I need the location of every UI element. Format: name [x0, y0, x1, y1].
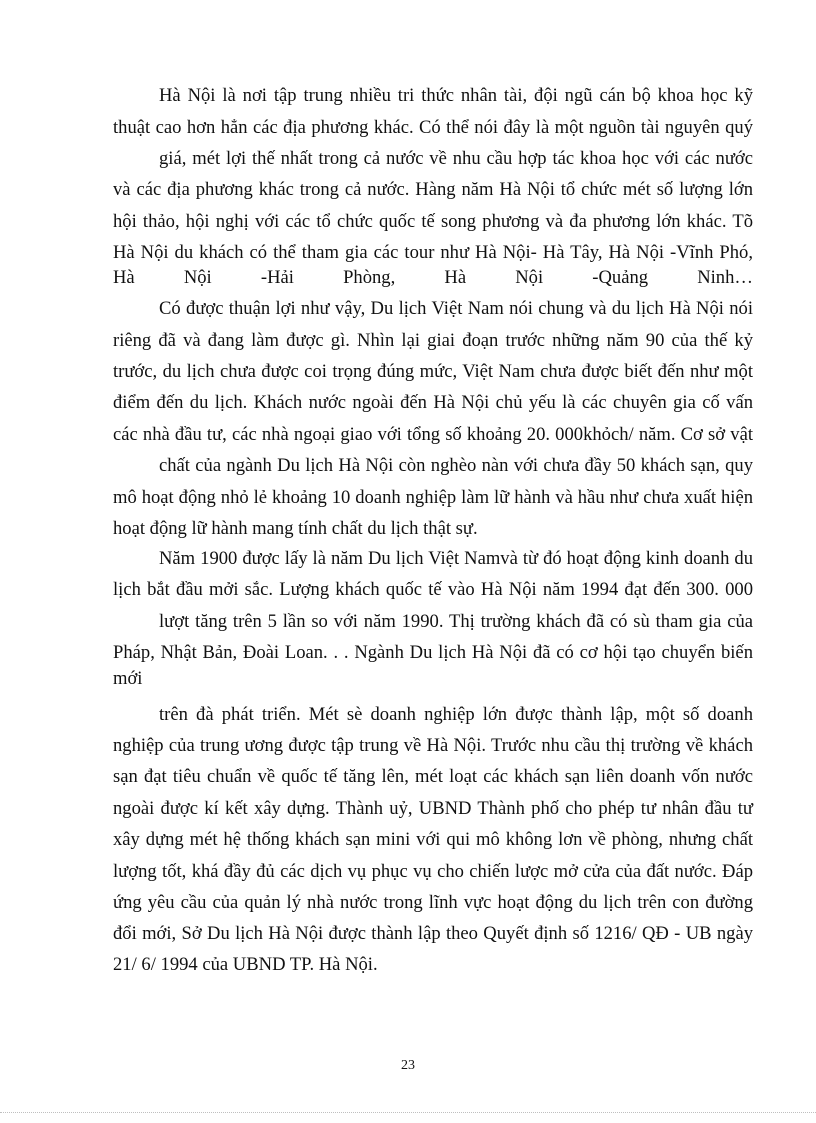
text-line: 21/ 6/ 1994 của UBND TP. Hà Nội.	[113, 954, 378, 975]
text-line: giá, mét lợi thế nhất trong cả nước về nhu cầu hợp tác khoa học với các nước	[159, 148, 753, 169]
text-line: ngoài được kí kết xây dựng. Thành uỷ, UBND Thành phố cho phép tư nhân đầu tư	[113, 798, 753, 819]
text-line: hội thảo, hội nghị với các tổ chức quốc tế song phương và đa phương lớn khác. Tõ	[113, 211, 753, 232]
text-line: hoạt động lữ hành mang tính chất du lịch thật sự.	[113, 518, 478, 539]
text-line: mới	[113, 668, 143, 689]
footer-divider	[0, 1112, 816, 1113]
text-line: sạn đạt tiêu chuẩn về quốc tế tăng lên, mét loạt các khách sạn liên doanh vốn nước	[113, 766, 753, 787]
text-line: và các địa phương khác trong cả nước. Hàng năm Hà Nội tổ chức mét số lượng lớn	[113, 179, 753, 200]
text-line: Hà Nội là nơi tập trung nhiều tri thức nhân tài, đội ngũ cán bộ khoa học kỹ	[159, 85, 753, 106]
text-line: xây dựng mét hệ thống khách sạn mini với qui mô không lơn về phòng, nhưng chất	[113, 829, 753, 850]
text-line: lượt tăng trên 5 lần so với năm 1990. Thị trường khách đã có sù tham gia của	[159, 611, 753, 632]
text-line: thuật cao hơn hẳn các địa phương khác. Có thể nói đây là một nguồn tài nguyên quý	[113, 117, 753, 138]
text-line: Hà Nội -Hải Phòng, Hà Nội -Quảng Ninh…	[113, 267, 753, 288]
text-line: các nhà đầu tư, các nhà ngoại giao với tổng số khoảng 20. 000khỏch/ năm. Cơ sở vật	[113, 424, 753, 445]
text-line: Có được thuận lợi như vậy, Du lịch Việt Nam nói chung và du lịch Hà Nội nói	[159, 298, 753, 319]
text-line: chất của ngành Du lịch Hà Nội còn nghèo nàn với chưa đầy 50 khách sạn, quy	[159, 455, 753, 476]
page-number: 23	[401, 1058, 415, 1073]
text-line: ứng yêu cầu của quản lý nhà nước trong lĩnh vực hoạt động du lịch trên con đường	[113, 892, 753, 913]
text-line: trên đà phát triển. Mét sè doanh nghiệp lớn được thành lập, một số doanh	[159, 704, 753, 725]
text-line: Năm 1900 được lấy là năm Du lịch Việt Namvà từ đó hoạt động kinh doanh du	[159, 548, 753, 569]
text-line: Hà Nội du khách có thể tham gia các tour như Hà Nội- Hà Tây, Hà Nội -Vĩnh Phó,	[113, 242, 753, 263]
text-line: điểm đến du lịch. Khách nước ngoài đến Hà Nội chủ yếu là các chuyên gia cố vấn	[113, 392, 753, 413]
text-line: Pháp, Nhật Bản, Đoài Loan. . . Ngành Du lịch Hà Nội đã có cơ hội tạo chuyển biến	[113, 642, 753, 663]
text-line: riêng đã và đang làm được gì. Nhìn lại giai đoạn trước những năm 90 của thế kỷ	[113, 330, 753, 351]
text-line: nghiệp của trung ương được tập trung về Hà Nội. Trước nhu cầu thị trường về khách	[113, 735, 753, 756]
text-line: lượng tốt, khá đầy đủ các dịch vụ phục vụ cho chiến lược mở cửa của đất nước. Đáp	[113, 861, 753, 882]
text-line: mô hoạt động nhỏ lẻ khoảng 10 doanh nghiệp làm lữ hành và hầu như chưa xuất hiện	[113, 487, 753, 508]
text-line: lịch bắt đầu mởi sắc. Lượng khách quốc tế vào Hà Nội năm 1994 đạt đến 300. 000	[113, 579, 753, 600]
text-line: trước, du lịch chưa được coi trọng đúng mức, Việt Nam chưa được biết đến như một	[113, 361, 753, 382]
text-line: đổi mới, Sở Du lịch Hà Nội được thành lập theo Quyết định số 1216/ QĐ - UB ngày	[113, 923, 753, 944]
